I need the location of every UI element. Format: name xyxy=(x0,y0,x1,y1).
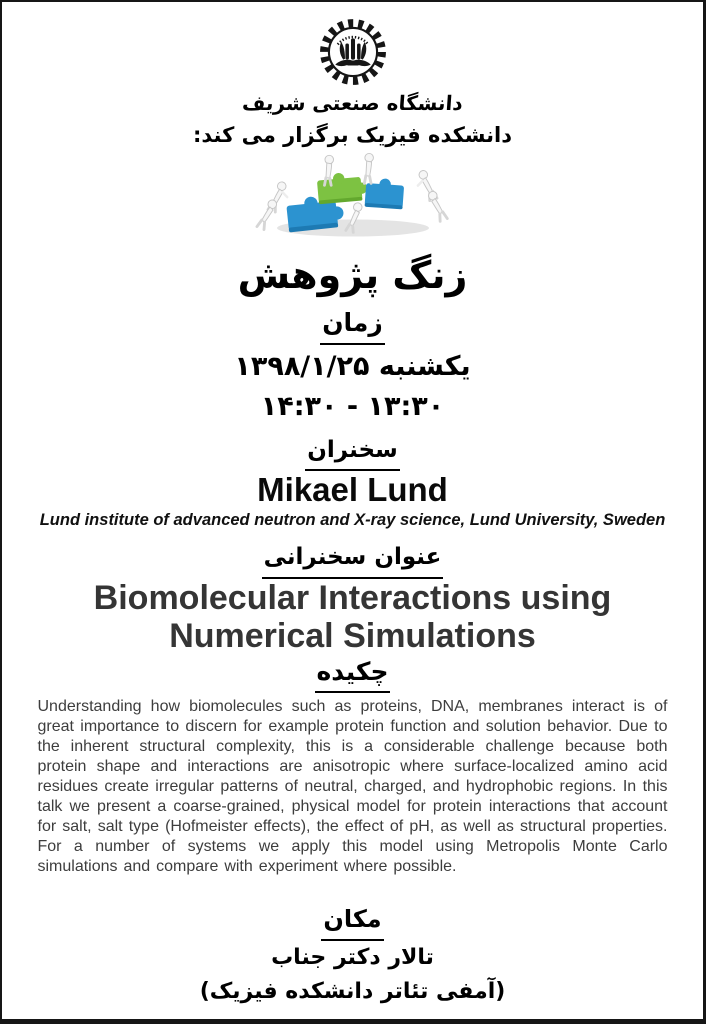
abstract-heading xyxy=(2,655,703,693)
location-heading-label: مکان xyxy=(321,901,383,941)
time-range: ۱۳:۳۰ - ۱۴:۳۰ xyxy=(260,391,445,422)
puzzle-image-block xyxy=(2,152,703,247)
speaker-name: Mikael Lund xyxy=(257,471,448,508)
abstract-heading-label: چکیده xyxy=(315,655,391,693)
talk-title-line1: Biomolecular Interactions using xyxy=(93,579,612,617)
talk-title-heading xyxy=(2,539,703,579)
sharif-university-seal-icon xyxy=(315,14,391,90)
time-heading-label: زمان xyxy=(320,305,385,345)
date-line: یکشنبه ۱۳۹۸/۱/۲۵ xyxy=(234,351,471,382)
talk-title xyxy=(2,579,703,655)
speaker-affiliation: Lund institute of advanced neutron and X-ray science, Lund University, Sweden xyxy=(39,511,666,529)
abstract-text: Understanding how biomolecules such as proteins, DNA, membranes interact is of great importance to discern for example protein function and solution behavior. Due to the inherent structural complexity, this is a considerable challenge because both protein shape and interactions are anisotropic where surface-localized amino acid residues create irregular patterns of neutral, charged, and hydrophobic regions. In this talk we present a coarse-grained, physical model for protein interactions that account for salt, salt type (Hofmeister effects), the effect of pH, as well as structural properties. For a number of systems we apply this model using Metropolis Monte Carlo simulations and compare with experiment where possible. xyxy=(37,698,668,875)
location-theater: (آمفی تئاتر دانشکده فیزیک) xyxy=(199,979,506,1004)
location-heading xyxy=(2,901,703,941)
presents-line: دانشکده فیزیک برگزار می کند: xyxy=(192,123,513,147)
talk-title-heading-label: عنوان سخنرانی xyxy=(262,539,444,579)
series-title: زنگ پژوهش xyxy=(237,253,468,297)
location-hall: تالار دکتر جناب xyxy=(271,945,434,970)
time-heading xyxy=(2,305,703,345)
speaker-heading-label: سخنران xyxy=(305,433,399,471)
logo-block xyxy=(2,14,703,90)
speaker-heading xyxy=(2,433,703,471)
university-name-calligraphy: دانشگاه صنعتی شریف xyxy=(241,91,464,115)
teamwork-puzzle-image xyxy=(253,152,453,247)
talk-title-line2: Numerical Simulations xyxy=(169,617,536,655)
